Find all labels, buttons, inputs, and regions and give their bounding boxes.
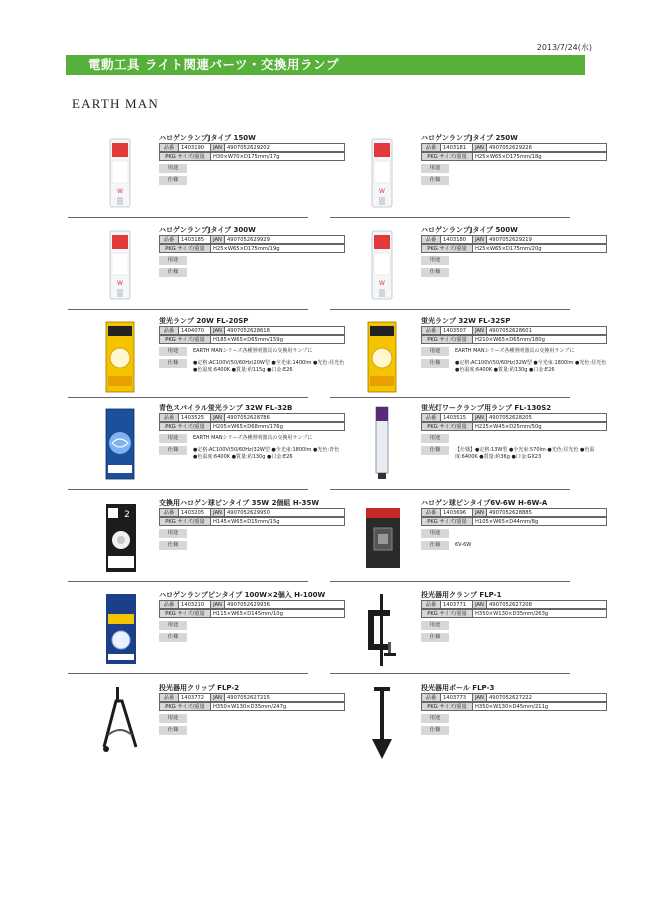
halogen-tube-package-icon (86, 225, 154, 305)
spec-label: 仕様 (159, 176, 187, 185)
product-card (86, 403, 344, 489)
pkg-row (159, 517, 345, 526)
product-card (348, 403, 606, 489)
spec-label: 仕様 (159, 726, 187, 735)
jan-label: JAN (473, 508, 487, 517)
usage-text (449, 164, 455, 165)
jan-label: JAN (211, 326, 225, 335)
spec-row (421, 633, 607, 642)
spec-row (159, 176, 345, 185)
product-card (348, 498, 606, 584)
pkg-label: PKG サイズ/重量 (159, 422, 211, 431)
usage-text (187, 529, 193, 530)
usage-label: 用途 (159, 621, 187, 630)
product-name: ハロゲンランプJタイプ 300W (159, 226, 256, 234)
product-code: 1403190 (179, 143, 211, 152)
usage-label: 用途 (421, 714, 449, 723)
jan-code: 4907052627215 (225, 693, 345, 702)
pkg-row (421, 335, 607, 344)
product-code: 1403205 (179, 508, 211, 517)
compact-fluorescent-tube-icon (348, 403, 416, 483)
spec-row (421, 176, 607, 185)
product-info (159, 316, 345, 373)
spec-label: 仕様 (421, 359, 449, 368)
row-divider (330, 673, 570, 674)
jan-code: 4907052627222 (487, 693, 607, 702)
usage-label: 用途 (159, 529, 187, 538)
product-name: ハロゲン球ピンタイプ6V-6W H-6W-A (421, 499, 548, 507)
usage-row (421, 714, 607, 723)
product-card (86, 316, 344, 402)
usage-text: EARTH MANシリーズ各種照明器具の交換用ランプに (193, 348, 313, 354)
usage-text (449, 529, 455, 530)
code-label: 品番 (159, 143, 179, 152)
spec-text (187, 176, 193, 177)
spec-label: 仕様 (421, 176, 449, 185)
product-name: 投光器用クランプ FLP-1 (421, 591, 502, 599)
spec-label: 仕様 (159, 633, 187, 642)
product-card (348, 590, 606, 676)
code-label: 品番 (421, 693, 441, 702)
code-row (421, 235, 607, 244)
product-card (348, 316, 606, 402)
usage-row (159, 714, 345, 723)
fluorescent-box-icon (86, 316, 154, 396)
pkg-row (159, 244, 345, 253)
spec-text (187, 633, 193, 634)
spec-label: 仕様 (159, 446, 187, 455)
pkg-size: H350×W130×D35mm/263g (473, 609, 607, 618)
code-row (421, 600, 607, 609)
code-row (421, 693, 607, 702)
pkg-row (421, 609, 607, 618)
product-card (348, 683, 606, 769)
pkg-row (421, 702, 607, 711)
usage-label: 用途 (421, 529, 449, 538)
product-code: 1403771 (441, 600, 473, 609)
spec-row (159, 268, 345, 277)
pkg-size: H225×W45×D25mm/50g (473, 422, 607, 431)
pkg-size: H210×W65×D65mm/180g (473, 335, 607, 344)
code-label: 品番 (159, 508, 179, 517)
product-name: ハロゲンランプJタイプ 150W (159, 134, 256, 142)
usage-text (187, 621, 193, 622)
halogen-pin-card-dark-icon (348, 498, 416, 578)
pkg-size: H30×W70×D175mm/17g (211, 152, 345, 161)
blue-spiral-lamp-box-icon (86, 403, 154, 483)
spec-text (449, 726, 455, 727)
ground-pole-icon (348, 683, 416, 763)
row-divider (330, 309, 570, 310)
jan-label: JAN (473, 326, 487, 335)
product-info (421, 683, 607, 735)
usage-label: 用途 (159, 714, 187, 723)
jan-code: 4907052629202 (225, 143, 345, 152)
usage-row (159, 621, 345, 630)
row-divider (68, 673, 308, 674)
usage-text (187, 164, 193, 165)
code-label: 品番 (421, 235, 441, 244)
jan-label: JAN (211, 235, 225, 244)
spec-row (159, 541, 345, 550)
product-info (159, 403, 345, 460)
row-divider (68, 581, 308, 582)
usage-label: 用途 (159, 434, 187, 443)
usage-row (159, 347, 345, 356)
halogen-tube-package-icon (348, 133, 416, 213)
product-name: ハロゲンランプJタイプ 250W (421, 134, 518, 142)
jan-label: JAN (211, 143, 225, 152)
spec-label: 仕様 (159, 359, 187, 368)
product-info (159, 133, 345, 185)
jan-label: JAN (473, 693, 487, 702)
row-divider (68, 489, 308, 490)
product-code: 1403773 (441, 693, 473, 702)
product-name: 蛍光ランプ 20W FL-20SP (159, 317, 249, 325)
usage-row (421, 347, 607, 356)
code-row (159, 693, 345, 702)
usage-row (421, 164, 607, 173)
pkg-size: H25×W65×D175mm/18g (473, 152, 607, 161)
product-code: 1403772 (179, 693, 211, 702)
pkg-label: PKG サイズ/重量 (159, 702, 211, 711)
jan-label: JAN (211, 413, 225, 422)
pkg-row (159, 702, 345, 711)
product-name: ハロゲンランプピンタイプ 100W×2個入 H-100W (159, 591, 326, 599)
usage-row (421, 434, 607, 443)
spec-label: 仕様 (159, 541, 187, 550)
product-info (421, 316, 607, 373)
usage-row (159, 164, 345, 173)
spec-row (159, 359, 345, 373)
pkg-label: PKG サイズ/重量 (159, 517, 211, 526)
spec-text (449, 268, 455, 269)
spec-label: 仕様 (421, 446, 449, 455)
usage-label: 用途 (159, 256, 187, 265)
code-row (421, 508, 607, 517)
jan-label: JAN (473, 413, 487, 422)
product-info (159, 225, 345, 277)
pkg-size: H185×W65×D65mm/159g (211, 335, 345, 344)
jan-code: 4907052627208 (487, 600, 607, 609)
date-label: 2013/7/24(水) (536, 43, 592, 52)
jan-code: 4907052629219 (487, 235, 607, 244)
spec-text: 【仕様】●定格:13W型 ●全光束:570lm ●光色:昼光色 ●色温度:6400K ●質量:約36g ●口金:GX23 (455, 447, 595, 460)
jan-code: 4907052629226 (487, 143, 607, 152)
jan-code: 4907052628601 (487, 326, 607, 335)
pkg-row (421, 422, 607, 431)
pkg-size: H105×W65×D44mm/8g (473, 517, 607, 526)
pkg-label: PKG サイズ/重量 (421, 152, 473, 161)
product-name: 蛍光ランプ 32W FL-32SP (421, 317, 511, 325)
spec-row (159, 726, 345, 735)
halogen-tube-package-icon (348, 225, 416, 305)
spring-clip-icon (86, 683, 154, 763)
usage-text (187, 256, 193, 257)
pkg-size: H115×W65×D145mm/10g (211, 609, 345, 618)
usage-label: 用途 (159, 347, 187, 356)
usage-label: 用途 (421, 621, 449, 630)
jan-label: JAN (473, 143, 487, 152)
code-row (421, 413, 607, 422)
code-label: 品番 (421, 143, 441, 152)
usage-label: 用途 (421, 256, 449, 265)
pkg-label: PKG サイズ/重量 (159, 152, 211, 161)
spec-text (187, 541, 193, 542)
code-label: 品番 (159, 600, 179, 609)
jan-code: 4907052629936 (225, 600, 345, 609)
pkg-size: H25×W65×D175mm/19g (211, 244, 345, 253)
product-code: 1403181 (441, 143, 473, 152)
spec-label: 仕様 (159, 268, 187, 277)
product-info (159, 498, 345, 550)
spec-row (421, 268, 607, 277)
row-divider (330, 397, 570, 398)
row-divider (68, 397, 308, 398)
row-divider (330, 217, 570, 218)
usage-row (159, 529, 345, 538)
spec-text: ●定格:AC100V(50/60Hz)32W型 ●全光束:1800lm ●光色:昼光色 ●色温度:6400K ●質量:約130g ●口金:E26 (455, 360, 607, 373)
pkg-label: PKG サイズ/重量 (421, 702, 473, 711)
usage-label: 用途 (421, 164, 449, 173)
pkg-size: H205×W65×D68mm/176g (211, 422, 345, 431)
code-row (421, 326, 607, 335)
code-label: 品番 (421, 413, 441, 422)
spec-text: 6V-6W (455, 542, 472, 548)
spec-text (449, 176, 455, 177)
usage-label: 用途 (159, 164, 187, 173)
usage-row (159, 434, 345, 443)
pkg-row (159, 422, 345, 431)
code-label: 品番 (159, 413, 179, 422)
spec-text: ●定格:AC100V(50/60Hz)32W型 ●全光束:1800lm ●光色:青色 ●色温度:6400K ●質量:約130g ●口金:E26 (193, 447, 340, 460)
usage-label: 用途 (421, 434, 449, 443)
jan-code: 4907052628885 (487, 508, 607, 517)
usage-row (421, 621, 607, 630)
pkg-size: H25×W65×D175mm/20g (473, 244, 607, 253)
pkg-label: PKG サイズ/重量 (421, 244, 473, 253)
code-row (159, 326, 345, 335)
product-card (348, 225, 606, 311)
jan-label: JAN (211, 693, 225, 702)
product-info (159, 683, 345, 735)
usage-label: 用途 (421, 347, 449, 356)
pkg-row (159, 335, 345, 344)
product-code: 1403525 (179, 413, 211, 422)
jan-code: 4907052628618 (225, 326, 345, 335)
product-card (86, 498, 344, 584)
spec-row (421, 541, 607, 550)
spec-label: 仕様 (421, 268, 449, 277)
pkg-size: H350×W130×D45mm/211g (473, 702, 607, 711)
pkg-label: PKG サイズ/重量 (421, 335, 473, 344)
product-code: 1403185 (179, 235, 211, 244)
code-row (421, 143, 607, 152)
fluorescent-box-icon (348, 316, 416, 396)
product-info (421, 590, 607, 642)
halogen-tube-package-icon (86, 133, 154, 213)
jan-label: JAN (473, 235, 487, 244)
pkg-row (421, 244, 607, 253)
spec-row (159, 446, 345, 460)
row-divider (68, 309, 308, 310)
code-label: 品番 (421, 508, 441, 517)
usage-text (449, 714, 455, 715)
spec-label: 仕様 (421, 541, 449, 550)
product-card (86, 590, 344, 676)
product-card (348, 133, 606, 219)
code-row (159, 143, 345, 152)
product-info (421, 225, 607, 277)
pkg-size: H145×W65×D15mm/15g (211, 517, 345, 526)
product-code: 1403696 (441, 508, 473, 517)
halogen-pin-blister-icon (86, 590, 154, 670)
jan-code: 4907052629929 (225, 235, 345, 244)
pkg-size: H350×W130×D35mm/247g (211, 702, 345, 711)
pkg-row (421, 152, 607, 161)
spec-row (421, 726, 607, 735)
usage-text (187, 714, 193, 715)
row-divider (68, 217, 308, 218)
row-divider (330, 581, 570, 582)
code-row (159, 235, 345, 244)
jan-code: 4907052628205 (487, 413, 607, 422)
pkg-row (159, 609, 345, 618)
brand-logo: EARTH MAN (72, 96, 159, 111)
code-row (159, 600, 345, 609)
product-code: 1404070 (179, 326, 211, 335)
product-name: ハロゲンランプJタイプ 500W (421, 226, 518, 234)
pkg-label: PKG サイズ/重量 (159, 335, 211, 344)
usage-text (449, 621, 455, 622)
spec-row (421, 359, 607, 373)
page-title-banner: 電動工具 ライト関連パーツ・交換用ランプ (66, 55, 585, 75)
usage-row (159, 256, 345, 265)
usage-row (421, 256, 607, 265)
code-label: 品番 (421, 600, 441, 609)
product-info (421, 133, 607, 185)
c-clamp-icon (348, 590, 416, 670)
usage-text (449, 434, 455, 435)
spec-text (449, 633, 455, 634)
pkg-label: PKG サイズ/重量 (421, 422, 473, 431)
product-name: 投光器用ポール FLP-3 (421, 684, 495, 692)
product-name: 交換用ハロゲン球ピンタイプ 35W 2個組 H-35W (159, 499, 320, 507)
pkg-label: PKG サイズ/重量 (159, 244, 211, 253)
spec-label: 仕様 (421, 633, 449, 642)
code-row (159, 508, 345, 517)
halogen-pin-card-icon (86, 498, 154, 578)
code-label: 品番 (159, 326, 179, 335)
spec-text: ●定格:AC100V(50/60Hz)20W型 ●全光束:1400lm ●光色:昼光色 ●色温度:6400K ●質量:約115g ●口金:E26 (193, 360, 345, 373)
usage-text: EARTH MANシリーズ各種照明器具の交換用ランプに (193, 435, 313, 441)
pkg-label: PKG サイズ/重量 (421, 517, 473, 526)
usage-text (449, 256, 455, 257)
spec-label: 仕様 (421, 726, 449, 735)
pkg-row (159, 152, 345, 161)
spec-row (421, 446, 607, 460)
pkg-row (421, 517, 607, 526)
pkg-label: PKG サイズ/重量 (159, 609, 211, 618)
spec-text (187, 268, 193, 269)
spec-row (159, 633, 345, 642)
product-card (86, 225, 344, 311)
product-code: 1403180 (441, 235, 473, 244)
code-label: 品番 (159, 235, 179, 244)
product-card (86, 683, 344, 769)
product-info (421, 498, 607, 550)
product-name: 青色スパイラル蛍光ランプ 32W FL-32B (159, 404, 293, 412)
jan-label: JAN (211, 600, 225, 609)
product-code: 1403515 (441, 413, 473, 422)
product-name: 蛍光灯ワークランプ用ランプ FL-130S2 (421, 404, 552, 412)
pkg-label: PKG サイズ/重量 (421, 609, 473, 618)
product-card (86, 133, 344, 219)
product-name: 投光器用クリップ FLP-2 (159, 684, 240, 692)
usage-row (421, 529, 607, 538)
product-code: 1403210 (179, 600, 211, 609)
row-divider (330, 489, 570, 490)
jan-label: JAN (473, 600, 487, 609)
code-label: 品番 (159, 693, 179, 702)
product-code: 1403507 (441, 326, 473, 335)
usage-text: EARTH MANシリーズ各種照明器具の交換用ランプに (455, 348, 575, 354)
spec-text (187, 726, 193, 727)
product-info (421, 403, 607, 460)
product-info (159, 590, 345, 642)
jan-code: 4907052628786 (225, 413, 345, 422)
code-label: 品番 (421, 326, 441, 335)
code-row (159, 413, 345, 422)
jan-code: 4907052629950 (225, 508, 345, 517)
jan-label: JAN (211, 508, 225, 517)
